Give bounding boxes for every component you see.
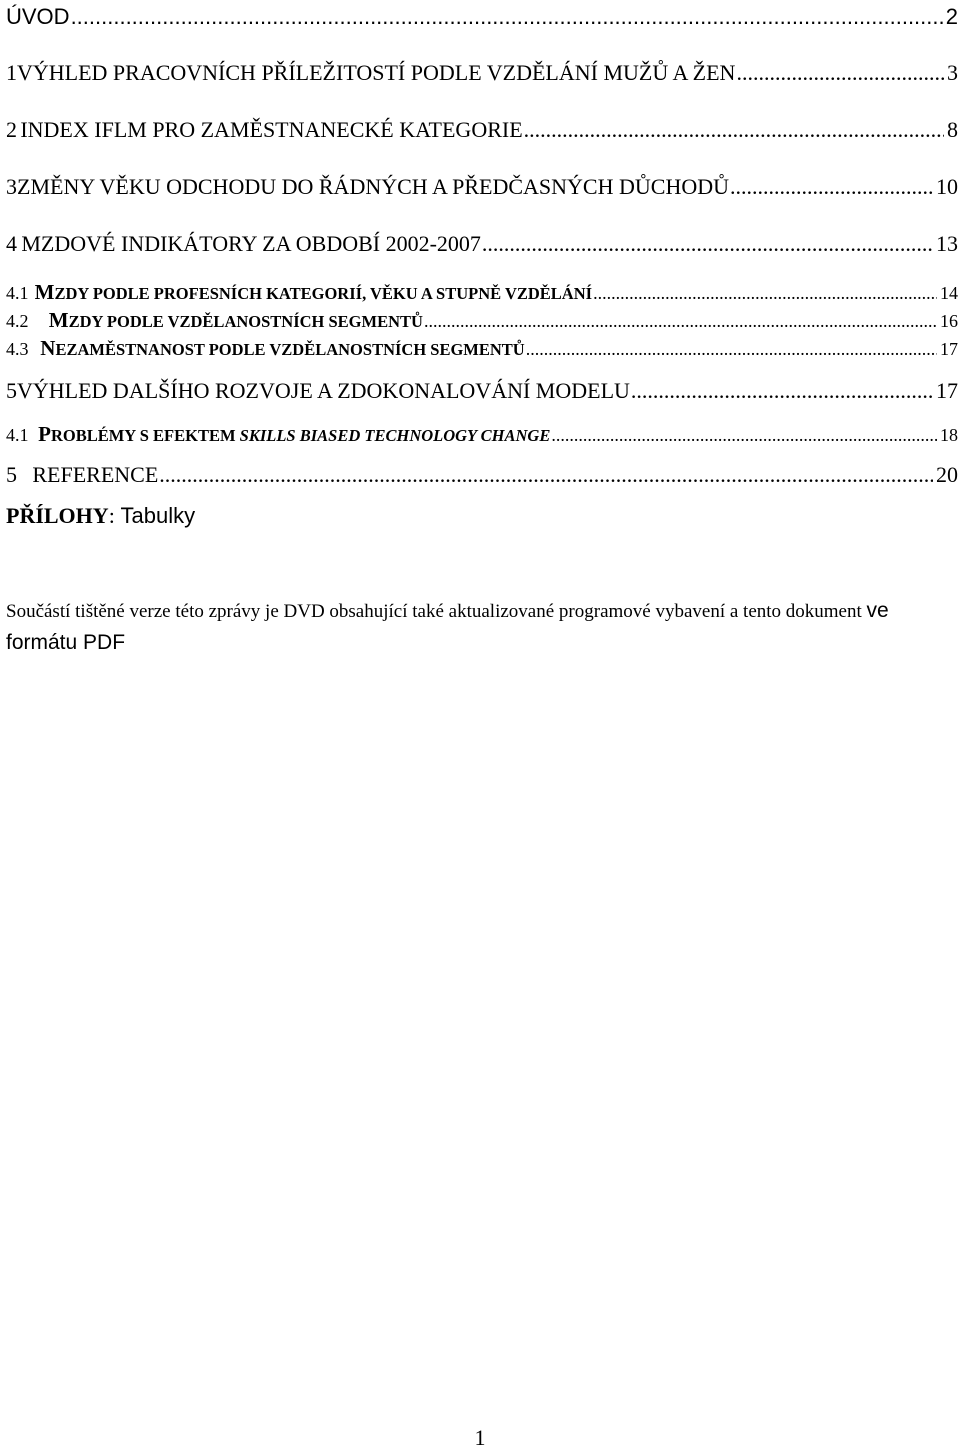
toc-leader	[631, 378, 933, 404]
toc-entry-uvod[interactable]	[6, 4, 958, 30]
toc-entry-number: 1	[6, 60, 17, 85]
appendix-line	[6, 503, 195, 529]
toc-page-number: 10	[936, 174, 958, 199]
dvd-note-paragraph	[6, 595, 956, 659]
toc-entry-title: ÚVOD	[6, 4, 70, 29]
toc-entry-title	[35, 280, 592, 305]
toc-entry-4[interactable]	[6, 231, 958, 257]
toc-leader	[424, 311, 937, 332]
toc-leader	[736, 60, 944, 86]
toc-page-number: 20	[936, 462, 958, 487]
toc-entry-number: 5	[6, 462, 17, 487]
toc-entry-title	[40, 336, 524, 361]
dvd-note-text: Součástí tištěné verze této zprávy je DVD obsahující také aktualizované programové vybavení a tento dokument	[6, 601, 867, 622]
toc-entry-3[interactable]	[6, 174, 958, 200]
dvd-note-format: ve formátu PDF	[6, 599, 889, 654]
toc-page-number: 2	[945, 4, 958, 29]
toc-page-number: 18	[940, 425, 958, 445]
toc-leader	[159, 462, 933, 488]
toc-entry-title-initial: M	[48, 308, 69, 332]
toc-entry-title-rest: ROBLÉMY S EFEKTEM	[50, 426, 240, 445]
toc-entry-4-3[interactable]	[6, 336, 958, 361]
toc-page-number: 17	[940, 339, 958, 359]
toc-page-number: 14	[940, 283, 958, 303]
toc-leader	[71, 4, 943, 30]
page-number: 1	[474, 1425, 486, 1450]
toc-entry-4-2[interactable]	[6, 308, 958, 333]
toc-leader	[524, 117, 944, 143]
toc-entry-2[interactable]	[6, 117, 958, 143]
toc-entry-title: INDEX IFLM PRO ZAMĚSTNANECKÉ KATEGORIE	[20, 117, 523, 142]
toc-entry-title: MZDOVÉ INDIKÁTORY ZA OBDOBÍ 2002-2007	[21, 231, 481, 256]
toc-page-number: 17	[936, 378, 958, 403]
appendix-text: Tabulky	[114, 503, 196, 528]
toc-entry-5-1[interactable]	[6, 422, 958, 447]
appendix-separator: :	[108, 503, 115, 528]
toc-entry-title: VÝHLED DALŠÍHO ROZVOJE A ZDOKONALOVÁNÍ MODELU	[17, 378, 630, 403]
toc-leader	[482, 231, 933, 257]
toc-entry-number: 4.1	[6, 425, 29, 445]
toc-entry-1[interactable]	[6, 60, 958, 86]
toc-entry-title-initial: M	[34, 280, 55, 304]
toc-page-number: 8	[947, 117, 958, 142]
toc-entry-title-initial: P	[38, 422, 51, 446]
toc-leader	[593, 283, 937, 304]
toc-entry-title-rest: EZAMĚSTNANOST PODLE VZDĚLANOSTNÍCH SEGMENTŮ	[55, 340, 525, 359]
toc-leader	[526, 339, 937, 360]
toc-entry-title-rest: ZDY PODLE VZDĚLANOSTNÍCH SEGMENTŮ	[68, 312, 423, 331]
toc-entry-title-initial: N	[40, 336, 56, 360]
toc-entry-title	[38, 422, 550, 447]
toc-entry-title	[49, 308, 423, 333]
toc-entry-title-italic: SKILLS BIASED TECHNOLOGY CHANGE	[239, 426, 551, 445]
toc-entry-title: ZMĚNY VĚKU ODCHODU DO ŘÁDNÝCH A PŘEDČASNÝCH DŮCHODŮ	[17, 174, 729, 199]
toc-entry-number: 3	[6, 174, 17, 199]
toc-page-number: 16	[940, 311, 958, 331]
toc-entry-5[interactable]	[6, 378, 958, 404]
toc-entry-number: 4.2	[6, 311, 29, 331]
toc-page-number: 3	[947, 60, 958, 85]
toc-entry-number: 4.1	[6, 283, 29, 303]
toc-entry-title: REFERENCE	[32, 462, 159, 487]
toc-entry-number: 4	[6, 231, 17, 256]
toc-entry-title-rest: ZDY PODLE PROFESNÍCH KATEGORIÍ, VĚKU A STUPNĚ VZDĚLÁNÍ	[54, 284, 593, 303]
toc-entry-4-1[interactable]	[6, 280, 958, 305]
appendix-label: PŘÍLOHY	[6, 503, 109, 528]
toc-entry-reference[interactable]	[6, 462, 958, 488]
toc-entry-title: VÝHLED PRACOVNÍCH PŘÍLEŽITOSTÍ PODLE VZDĚLÁNÍ MUŽŮ A ŽEN	[17, 60, 736, 85]
toc-entry-number: 5	[6, 378, 17, 403]
toc-leader	[730, 174, 933, 200]
toc-page-number: 13	[936, 231, 958, 256]
toc-entry-number: 2	[6, 117, 17, 142]
toc-entry-number: 4.3	[6, 339, 29, 359]
toc-leader	[551, 425, 937, 446]
